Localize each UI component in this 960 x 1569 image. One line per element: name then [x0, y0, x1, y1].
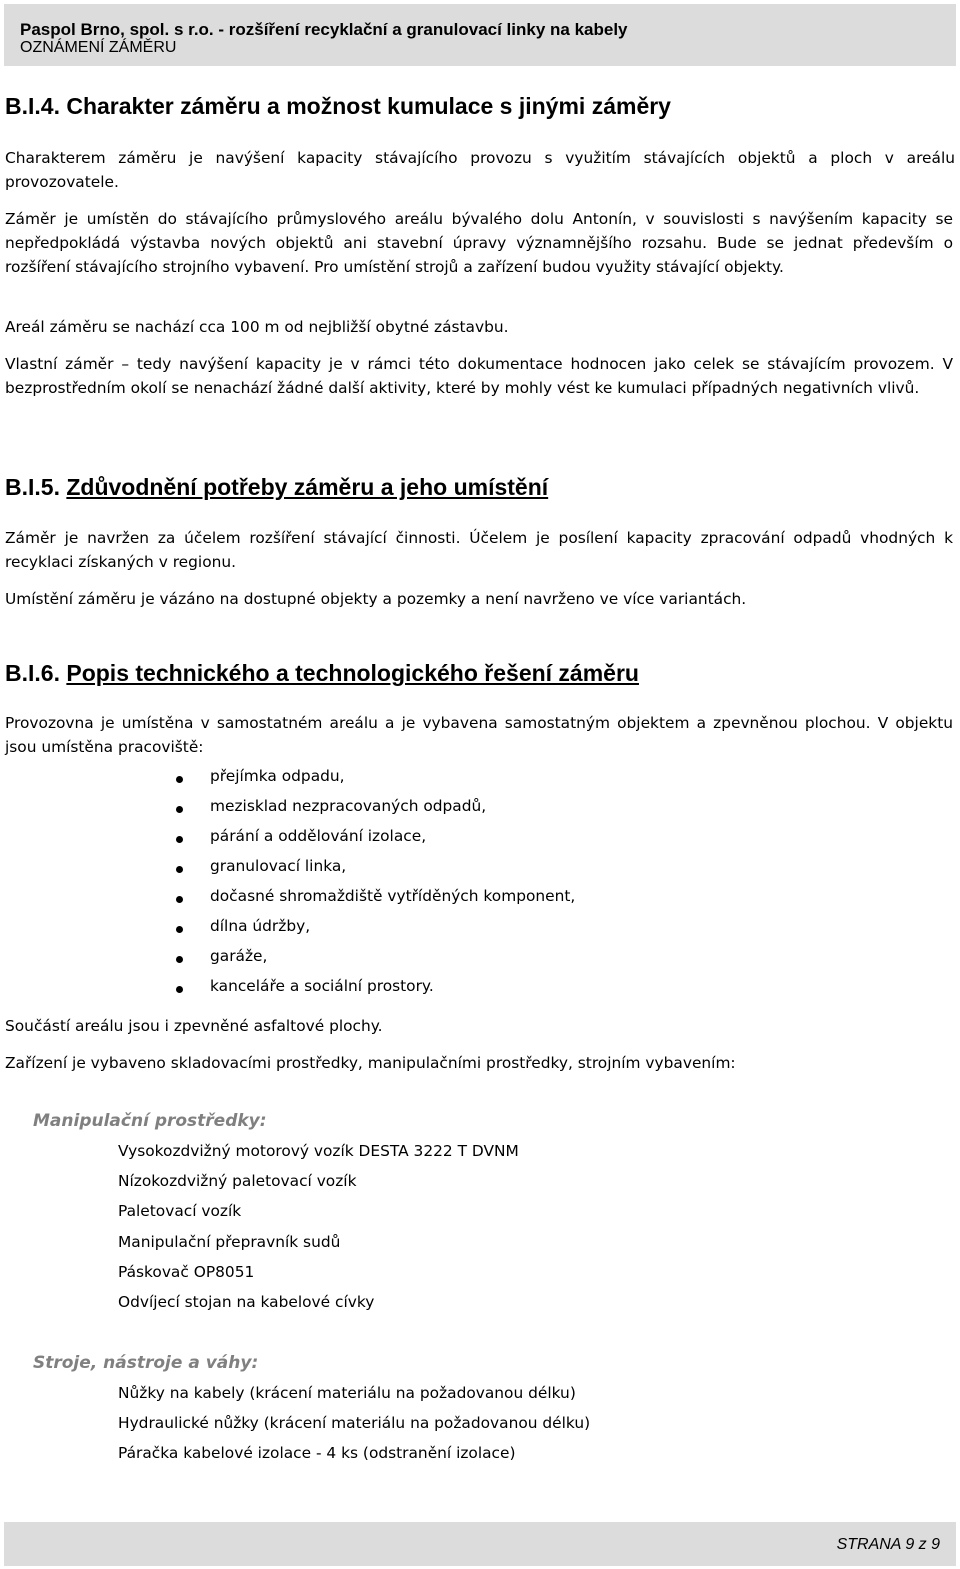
paragraph-b14-1: Charakterem záměru je navýšení kapacity stávajícího provozu s využitím stávajících objektů a ploch v areálu provozovatele.	[5, 149, 955, 191]
paragraph-b16-1: Provozovna je umístěna v samostatném areálu a je vybavena samostatným objektem a zpevněnou plochou. V objektu jsou umístěna pracoviště:	[5, 714, 953, 756]
paragraph-b14-4: Vlastní záměr – tedy navýšení kapacity je v rámci této dokumentace hodnocen jako celek se stávajícím provozem. V bezprostředním okolí se nenachází žádné další aktivity, které by mohly vést ke kumulaci případných negativních vlivů.	[5, 355, 953, 397]
page-header	[4, 4, 956, 66]
page-footer	[4, 1522, 956, 1566]
paragraph-b15-1: Záměr je navržen za účelem rozšíření stávající činnosti. Účelem je posílení kapacity zpracování odpadů vhodných k recyklaci získaných v regionu.	[5, 529, 953, 571]
paragraph-b15-2: Umístění záměru je vázáno na dostupné objekty a pozemky a není navrženo ve více variantách.	[5, 590, 747, 608]
list-item: Nízokozdvižný paletovací vozík	[118, 1172, 357, 1190]
list-item: mezisklad nezpracovaných odpadů,	[210, 797, 487, 815]
bullet-icon	[176, 926, 183, 933]
section-number: B.I.5.	[5, 474, 60, 500]
list-item: dílna údržby,	[210, 917, 311, 935]
section-heading-b16	[5, 660, 639, 687]
paragraph-b14-2: Záměr je umístěn do stávajícího průmyslového areálu bývalého dolu Antonín, v souvislosti s navýšením kapacity se nepředpokládá výstavba nových objektů ani stavební úpravy významnějšího rozsahu. Bude se jednat především o rozšíření stávajícího strojního vybavení. Pro umístění strojů a zařízení budou využity stávající objekty.	[5, 210, 953, 276]
list-item: Páskovač OP8051	[118, 1263, 255, 1281]
list-item: Vysokozdvižný motorový vozík DESTA 3222 T DVNM	[118, 1142, 519, 1160]
bullet-icon	[176, 896, 183, 903]
list-item: kanceláře a sociální prostory.	[210, 977, 434, 995]
list-item: Odvíjecí stojan na kabelové cívky	[118, 1293, 375, 1311]
bullet-icon	[176, 806, 183, 813]
section-title: Popis technického a technologického řešení záměru	[66, 660, 639, 686]
bullet-icon	[176, 866, 183, 873]
list-item: dočasné shromaždiště vytříděných komponent,	[210, 887, 576, 905]
bullet-icon	[176, 956, 183, 963]
section-number: B.I.6.	[5, 660, 60, 686]
list-item: Hydraulické nůžky (krácení materiálu na požadovanou délku)	[118, 1414, 591, 1432]
tools-heading: Stroje, nástroje a váhy:	[33, 1353, 259, 1373]
list-item: přejímka odpadu,	[210, 767, 345, 785]
document-title: Paspol Brno, spol. s r.o. - rozšíření recyklační a granulovací linky na kabely	[20, 20, 628, 39]
paragraph-b14-3: Areál záměru se nachází cca 100 m od nejbližší obytné zástavbu.	[5, 318, 509, 336]
manipulation-heading: Manipulační prostředky:	[33, 1111, 267, 1131]
paragraph-b16-3: Zařízení je vybaveno skladovacími prostředky, manipulačními prostředky, strojním vybavením:	[5, 1054, 736, 1072]
list-item: Nůžky na kabely (krácení materiálu na požadovanou délku)	[118, 1384, 576, 1402]
list-item: granulovací linka,	[210, 857, 347, 875]
list-item: párání a oddělování izolace,	[210, 827, 427, 845]
list-item: Paletovací vozík	[118, 1202, 242, 1220]
bullet-icon	[176, 986, 183, 993]
section-title: Zdůvodnění potřeby záměru a jeho umístění	[66, 474, 549, 500]
page-number: STRANA 9 z 9	[836, 1536, 940, 1553]
section-heading-b15	[5, 474, 548, 501]
bullet-icon	[176, 776, 183, 783]
list-item: garáže,	[210, 947, 268, 965]
list-item: Páračka kabelové izolace - 4 ks (odstranění izolace)	[118, 1444, 516, 1462]
paragraph-b16-2: Součástí areálu jsou i zpevněné asfaltové plochy.	[5, 1017, 383, 1035]
bullet-icon	[176, 836, 183, 843]
section-heading-b14: B.I.4. Charakter záměru a možnost kumulace s jinými záměry	[5, 93, 671, 119]
list-item: Manipulační přepravník sudů	[118, 1233, 341, 1251]
document-subtitle: OZNÁMENÍ ZÁMĚRU	[20, 39, 177, 56]
